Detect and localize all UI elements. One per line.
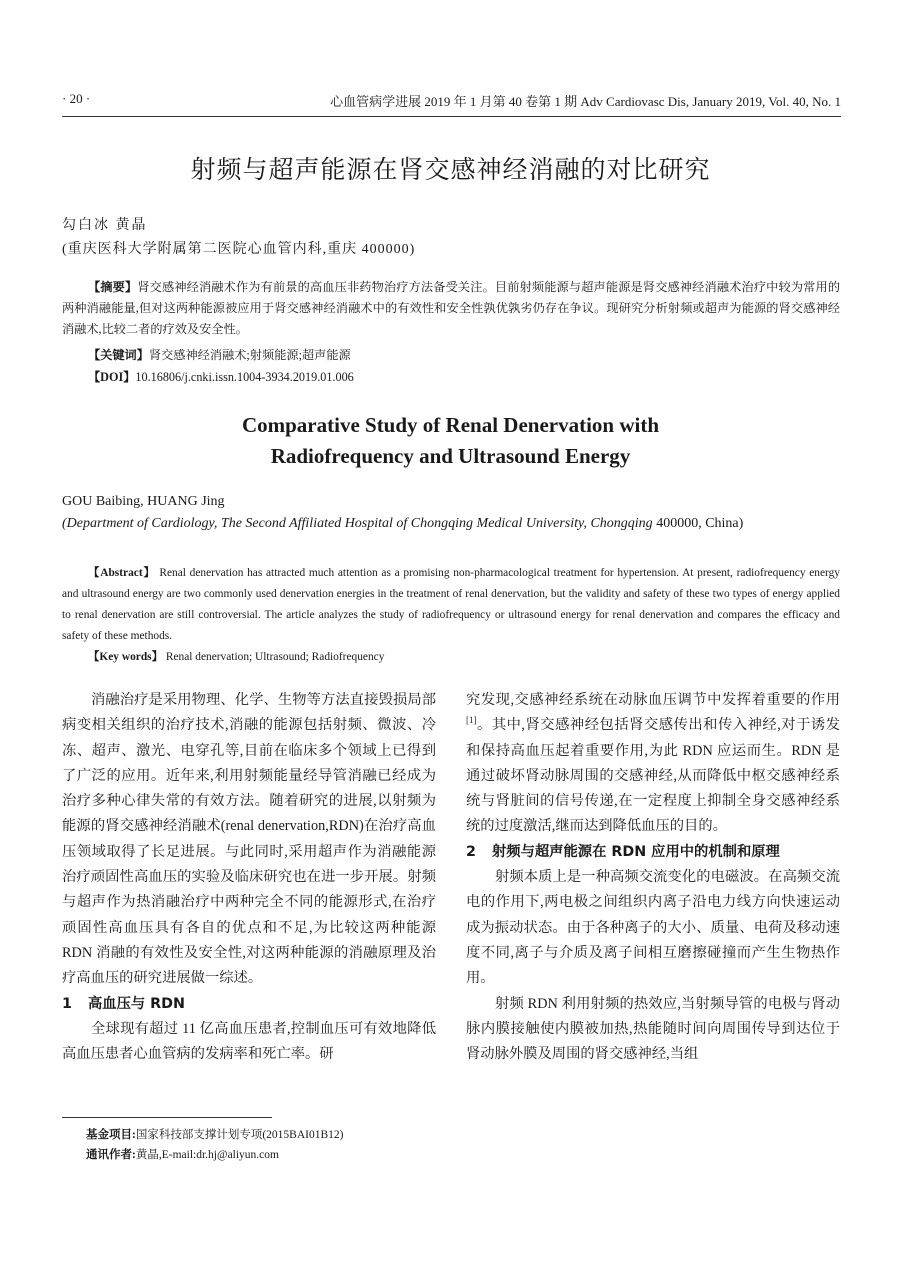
fund-label: 基金项目: — [86, 1129, 136, 1141]
correspondence-label: 通讯作者: — [86, 1149, 136, 1161]
section-2-number: 2 — [466, 843, 476, 860]
title-en-line2: Radiofrequency and Ultrasound Energy — [270, 444, 631, 468]
section-1-paragraph: 全球现有超过 11 亿高血压患者,控制血压可有效地降低高血压患者心血管病的发病率和死亡率。研 — [62, 1020, 436, 1063]
section-1-paragraph-continued — [466, 688, 840, 840]
section-1-number: 1 — [62, 995, 72, 1012]
intro-paragraph: 消融治疗是采用物理、化学、生物等方法直接毁损局部病变相关组织的治疗技术,消融的能源包括射频、微波、冷冻、超声、激光、电穿孔等,目前在临床多个领域上已得到了广泛的应用。近年来,利用射频能量经导管消融已经成为治疗多种心律失常的有效方法。随着研究的进展,以射频为能源的肾交感神经消融术(renal denervation,RDN)在治疗高血压领域取得了长足进展。与此同时,采用超声作为消融能源治疗顽固性高血压的实验及临床研究也在进一步开展。射频与超声作为热消融治疗中两种完全不同的能源形式,在治疗顽固性高血压具有各自的优点和不足,为比较这两种能源 RDN 消融的有效性及安全性,对这两种能源的消融原理及治疗高血压的研究进展做一综述。 — [62, 692, 436, 987]
doi-text: 10.16806/j.cnki.issn.1004-3934.2019.01.006 — [135, 370, 354, 384]
abstract-en-text: Renal denervation has attracted much attention as a promising non-pharmacological treatment for hypertension. At present, radiofrequency energy and ultrasound energy are two commonly used denervation energies in the treatment of renal denervation, but the validity and safety of these two types of energy applied to renal denervation are still controversial. The article analyzes the study of radiofrequency or ultrasound energy for renal denervation and compares the efficacy and safety of these methods. — [62, 567, 841, 642]
affiliation-en-zip: 400000, China) — [652, 516, 744, 531]
keywords-cn — [88, 346, 351, 363]
authors-en: GOU Baibing, HUANG Jing — [62, 494, 225, 509]
abstract-cn-label: 【摘要】 — [88, 280, 138, 294]
footnotes — [86, 1125, 343, 1165]
keywords-cn-text: 肾交感神经消融术;射频能源;超声能源 — [148, 348, 351, 362]
section-1-heading — [62, 992, 436, 1017]
authors-cn: 勾白冰 黄晶 — [62, 218, 148, 233]
title-en-line1: Comparative Study of Renal Denervation with — [241, 413, 660, 437]
section-2-paragraph-2: 射频 RDN 利用射频的热效应,当射频导管的电极与肾动脉内膜接触使内膜被加热,热能随时间向周围传导到达位于肾动脉外膜及周围的肾交感神经,当组 — [466, 995, 840, 1063]
keywords-en-text: Renal denervation; Ultrasound; Radiofrequency — [163, 651, 385, 663]
keywords-en — [88, 648, 384, 664]
body-column-left — [62, 688, 436, 1067]
section-2-paragraph-1: 射频本质上是一种高频交流变化的电磁波。在高频交流电的作用下,两电极之间组织内离子沿电力线方向快速运动成为振动状态。由于各种离子的大小、质量、电荷及移动速度不同,离子与介质及离子间相互磨擦碰撞而产生生物热作用。 — [466, 869, 840, 987]
section-2-title: 射频与超声能源在 RDN 应用中的机制和原理 — [492, 843, 780, 860]
keywords-en-label: 【Key words】 — [88, 651, 163, 663]
section-1-title: 高血压与 RDN — [88, 995, 186, 1012]
section-1-cont-b: 。其中,肾交感神经包括肾交感传出和传入神经,对于诱发和保持高血压起着重要作用,为此 RDN 应运而生。RDN 是通过破坏肾动脉周围的交感神经,从而降低中枢交感神经系统与肾脏间的信号传递,在一定程度上抑制全身交感神经系统的过度激活,继而达到降低血压的目的。 — [466, 717, 840, 835]
section-1-cont-a: 究发现,交感神经系统在动脉血压调节中发挥着重要的作用 — [466, 692, 840, 708]
journal-info: 心血管病学进展 2019 年 1 月第 40 卷第 1 期 Adv Cardiovasc Dis, January 2019, Vol. 40, No. 1 — [330, 94, 841, 109]
abstract-cn — [62, 277, 840, 340]
body-column-right — [466, 688, 840, 1067]
header-rule — [62, 116, 841, 117]
title-cn: 射频与超声能源在肾交感神经消融的对比研究 — [190, 157, 711, 184]
correspondence-text: 黄晶,E-mail:dr.hj@aliyun.com — [135, 1149, 279, 1161]
affiliation-en — [62, 516, 743, 532]
abstract-en-label: 【Abstract】 — [88, 567, 156, 579]
title-en — [0, 410, 901, 472]
footnote-fund — [86, 1125, 343, 1145]
keywords-cn-label: 【关键词】 — [88, 348, 149, 362]
reference-1: [1] — [466, 715, 477, 726]
affiliation-en-text: (Department of Cardiology, The Second Affiliated Hospital of Chongqing Medical University, Chongqing — [62, 516, 653, 531]
abstract-en — [62, 563, 840, 647]
doi-label: 【DOI】 — [88, 370, 136, 384]
page-number: · 20 · — [62, 91, 91, 106]
footnote-correspondence — [86, 1145, 343, 1165]
affiliation-cn: (重庆医科大学附属第二医院心血管内科,重庆 400000) — [62, 242, 416, 257]
fund-text: 国家科技部支撑计划专项(2015BAI01B12) — [135, 1129, 344, 1141]
doi — [88, 368, 354, 385]
section-2-heading — [466, 840, 840, 865]
footnote-rule — [62, 1117, 272, 1118]
abstract-cn-text: 肾交感神经消融术作为有前景的高血压非药物治疗方法备受关注。目前射频能源与超声能源是肾交感神经消融术治疗中较为常用的两种消融能量,但对这两种能源被应用于肾交感神经消融术中的有效性和安全性孰优孰劣仍存在争议。现研究分析射频或超声为能源的肾交感神经消融术,比较二者的疗效及安全性。 — [62, 280, 841, 336]
running-header — [62, 91, 841, 115]
